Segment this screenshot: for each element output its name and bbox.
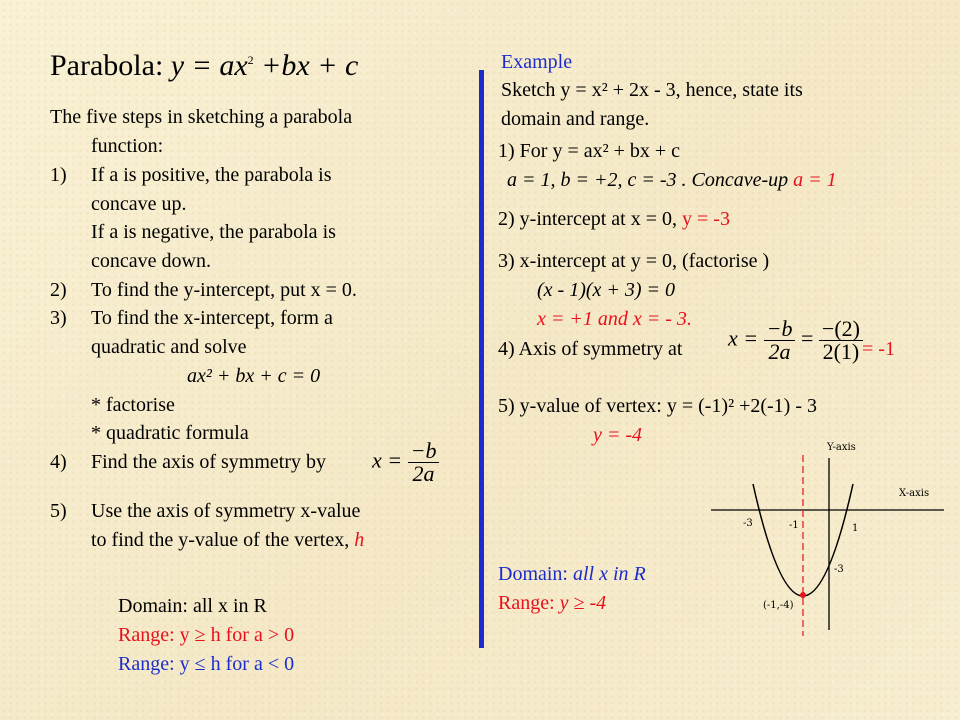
step-5-number: 5) — [50, 500, 67, 522]
concavity-value: a = 1 — [788, 169, 837, 191]
right-domain-value: all x in R — [568, 563, 646, 585]
step-2-text: To find the y-intercept, put x = 0. — [91, 279, 357, 301]
coefficients-text: a = 1, b = +2, c = -3 . Concave-up — [507, 169, 789, 191]
step-1-number: 1) — [50, 164, 67, 186]
vertex-coordinate-label: (-1,-4) — [763, 600, 794, 611]
vertex-dot — [800, 592, 806, 598]
tick-label-neg1: -1 — [789, 520, 799, 531]
step-3-number: 3) — [50, 307, 67, 329]
step-4-number: 4) — [50, 451, 67, 473]
y-intercept-value: y = -3 — [677, 208, 730, 230]
example-line-2: domain and range. — [501, 108, 650, 130]
step-3-method-1: * factorise — [91, 394, 175, 416]
step-3-line-2: quadratic and solve — [91, 336, 247, 358]
step-1-line-4: concave down. — [91, 250, 211, 272]
vertex-h: h — [354, 529, 365, 551]
solution-step-1a: 1) For y = ax² + bx + c — [498, 140, 681, 162]
left-range-negative: Range: y ≤ h for a < 0 — [118, 653, 295, 675]
right-range-label: Range: — [498, 592, 560, 614]
intro-line-2: function: — [91, 135, 164, 157]
title-exponent: 2 — [247, 53, 254, 67]
step-5-line-2-text: to find the y-value of the vertex, — [91, 529, 355, 551]
vertex-y-result: y = -4 — [593, 424, 643, 446]
step-1-line-3: If a is negative, the parabola is — [91, 221, 336, 243]
calc-equals: = — [800, 325, 814, 351]
intro-line-1: The five steps in sketching a parabola — [50, 106, 353, 128]
calc-lhs: x = — [728, 325, 759, 351]
x-axis-label: X-axis — [899, 488, 930, 499]
calc-numerator-general: −b — [764, 318, 796, 341]
example-line-1: Sketch y = x² + 2x - 3, hence, state its — [501, 79, 803, 101]
y-intercept-text: 2) y-intercept at x = 0, — [498, 208, 677, 230]
step-4-text: Find the axis of symmetry by — [91, 451, 326, 473]
left-range-positive: Range: y ≥ h for a > 0 — [118, 624, 295, 646]
y-tick-label-neg3: -3 — [834, 564, 844, 575]
step-3-equation: ax² + bx + c = 0 — [187, 365, 321, 387]
calc-denominator-general: 2a — [768, 339, 791, 364]
right-domain-label: Domain: — [498, 563, 568, 585]
solution-step-4: 4) Axis of symmetry at — [498, 338, 683, 360]
step-5-line-1: Use the axis of symmetry x-value — [91, 500, 361, 522]
step-1-line-2: concave up. — [91, 193, 187, 215]
step-1-line-1: If a is positive, the parabola is — [91, 164, 332, 186]
title-prefix: Parabola: — [50, 49, 171, 82]
solution-step-3b: (x - 1)(x + 3) = 0 — [537, 279, 676, 301]
symmetry-result: = -1 — [862, 338, 895, 360]
solution-step-5: 5) y-value of vertex: y = (-1)² +2(-1) - 3 — [498, 395, 817, 417]
formula-denominator: 2a — [412, 461, 435, 486]
y-axis-label: Y-axis — [827, 442, 856, 453]
solution-step-3a: 3) x-intercept at y = 0, (factorise ) — [498, 250, 770, 272]
formula-numerator: −b — [408, 440, 440, 463]
step-2-number: 2) — [50, 279, 67, 301]
tick-label-neg3: -3 — [743, 518, 753, 529]
solution-step-3c: x = +1 and x = - 3. — [537, 308, 692, 330]
example-label: Example — [501, 51, 573, 73]
step-3-method-2: * quadratic formula — [91, 422, 249, 444]
step-3-line-1: To find the x-intercept, form a — [91, 307, 333, 329]
calc-numerator-values: −(2) — [819, 318, 863, 341]
formula-lhs: x = — [372, 447, 403, 473]
tick-label-1: 1 — [852, 523, 859, 534]
right-range-value: y ≥ -4 — [559, 592, 607, 614]
title-formula: y = ax — [170, 49, 248, 82]
calc-denominator-values: 2(1) — [822, 339, 860, 364]
left-domain: Domain: all x in R — [118, 595, 267, 617]
title-rest: +bx + c — [253, 49, 359, 82]
